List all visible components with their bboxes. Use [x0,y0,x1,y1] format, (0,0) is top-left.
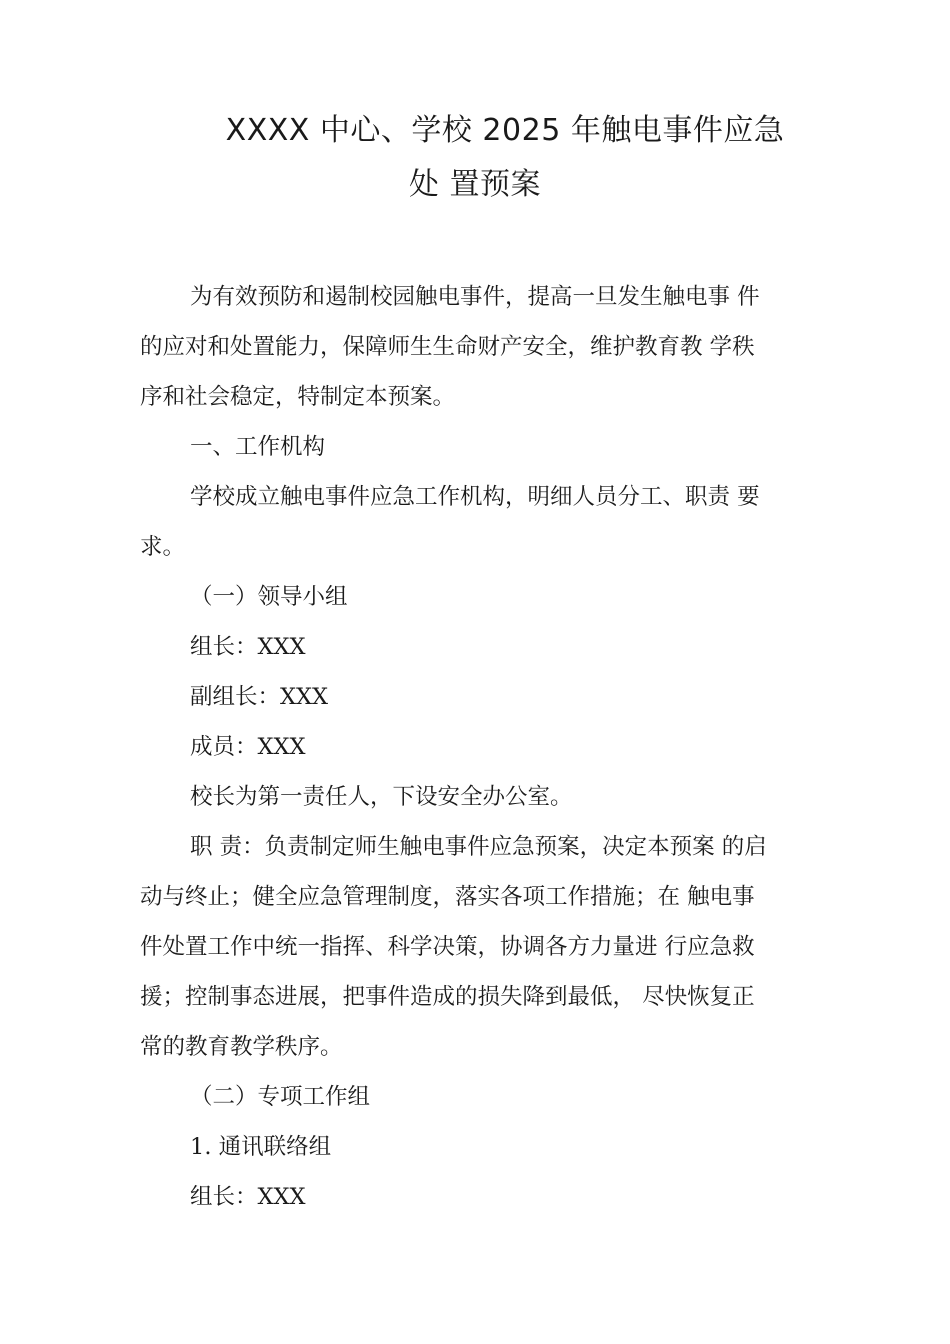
text-line: 为有效预防和遏制校园触电事件，提高一旦发生触电事 件 [190,284,760,310]
text-line: 的应对和处置能力，保障师生生命财产安全，维护教育教 学秩 [140,334,755,360]
section-1-heading: 一、工作机构 [190,434,326,460]
group-1-heading: 1. 通讯联络组 [190,1134,332,1160]
deputy-leader-line: 副组长：XXX [190,684,329,710]
text-line: 序和社会稳定，特制定本预案。 [140,384,456,410]
subsection-1 [140,572,830,822]
intro-paragraph [140,272,830,422]
section-heading [140,422,830,472]
section-1-paragraph [140,472,830,572]
duties-paragraph [140,822,830,1072]
group-1-leader-line: 组长：XXX [190,1184,306,1210]
text-line: 求。 [140,534,186,560]
text-line: 动与终止；健全应急管理制度，落实各项工作措施；在 触电事 [140,884,755,910]
document-body [140,272,830,1222]
document-title-line-2: 处 置预案 [408,167,542,202]
leader-line: 组长：XXX [190,634,306,660]
responsible-line: 校长为第一责任人，下设安全办公室。 [190,784,573,810]
subsection-2 [140,1072,830,1222]
subsection-1-heading: （一）领导小组 [190,584,348,610]
text-line: 职 责：负责制定师生触电事件应急预案，决定本预案 的启 [190,834,767,860]
text-line: 学校成立触电事件应急工作机构，明细人员分工、职责 要 [190,484,760,510]
subsection-2-heading: （二）专项工作组 [190,1084,371,1110]
document-title-line-1: XXXX 中心、学校 2025 年触电事件应急 [225,113,785,148]
text-line: 常的教育教学秩序。 [140,1034,343,1060]
text-line: 援；控制事态进展，把事件造成的损失降到最低， 尽快恢复正 [140,984,755,1010]
text-line: 件处置工作中统一指挥、科学决策，协调各方力量进 行应急救 [140,934,755,960]
members-line: 成员：XXX [190,734,306,760]
